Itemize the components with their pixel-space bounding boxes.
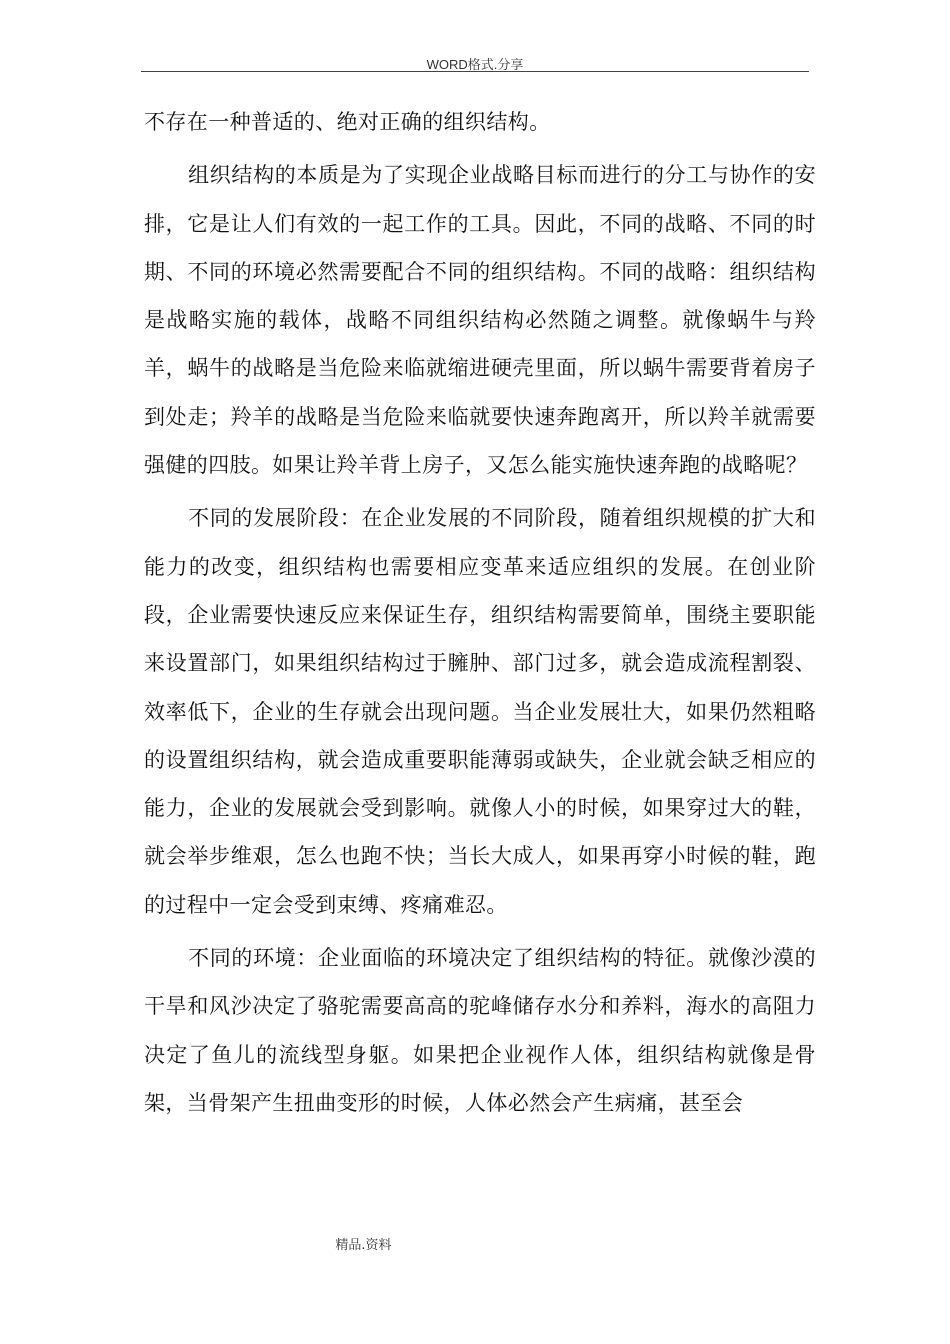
paragraph-3: 不同的发展阶段：在企业发展的不同阶段，随着组织规模的扩大和能力的改变，组织结构也需要相应变革来适应组织的发展。在创业阶段，企业需要快速反应来保证生存，组织结构需要简单，围绕主要职能来设置部门，如果组织结构过于臃肿、部门过多，就会造成流程割裂、效率低下，企业的生存就会出现问题。当企业发展壮大，如果仍然粗略的设置组织结构，就会造成重要职能薄弱或缺失，企业就会缺乏相应的能力，企业的发展就会受到影响。就像人小的时候，如果穿过大的鞋，就会举步维艰，怎么也跑不快；当长大成人，如果再穿小时候的鞋，跑的过程中一定会受到束缚、疼痛难忍。 <box>144 506 816 917</box>
header-divider <box>141 71 809 72</box>
paragraph-1: 不存在一种普适的、绝对正确的组织结构。 <box>144 110 551 134</box>
paragraph-4: 不同的环境：企业面临的环境决定了组织结构的特征。就像沙漠的干旱和风沙决定了骆驼需要高高的驼峰储存水分和养料，海水的高阻力决定了鱼儿的流线型身躯。如果把企业视作人体，组织结构就像是骨架，当骨架产生扭曲变形的时候，人体必然会产生病痛，甚至会 <box>144 946 816 1115</box>
page-footer: 精品.资料 <box>335 1238 392 1253</box>
page-header: WORD格式.分享 <box>426 57 524 72</box>
document-body <box>144 98 816 1132</box>
paragraph-2: 组织结构的本质是为了实现企业战略目标而进行的分工与协作的安排，它是让人们有效的一起工作的工具。因此，不同的战略、不同的时期、不同的环境必然需要配合不同的组织结构。不同的战略：组织结构是战略实施的载体，战略不同组织结构必然随之调整。就像蜗牛与羚羊，蜗牛的战略是当危险来临就缩进硬壳里面，所以蜗牛需要背着房子到处走；羚羊的战略是当危险来临就要快速奔跑离开，所以羚羊就需要强健的四肢。如果让羚羊背上房子，又怎么能实施快速奔跑的战略呢？ <box>144 163 816 478</box>
